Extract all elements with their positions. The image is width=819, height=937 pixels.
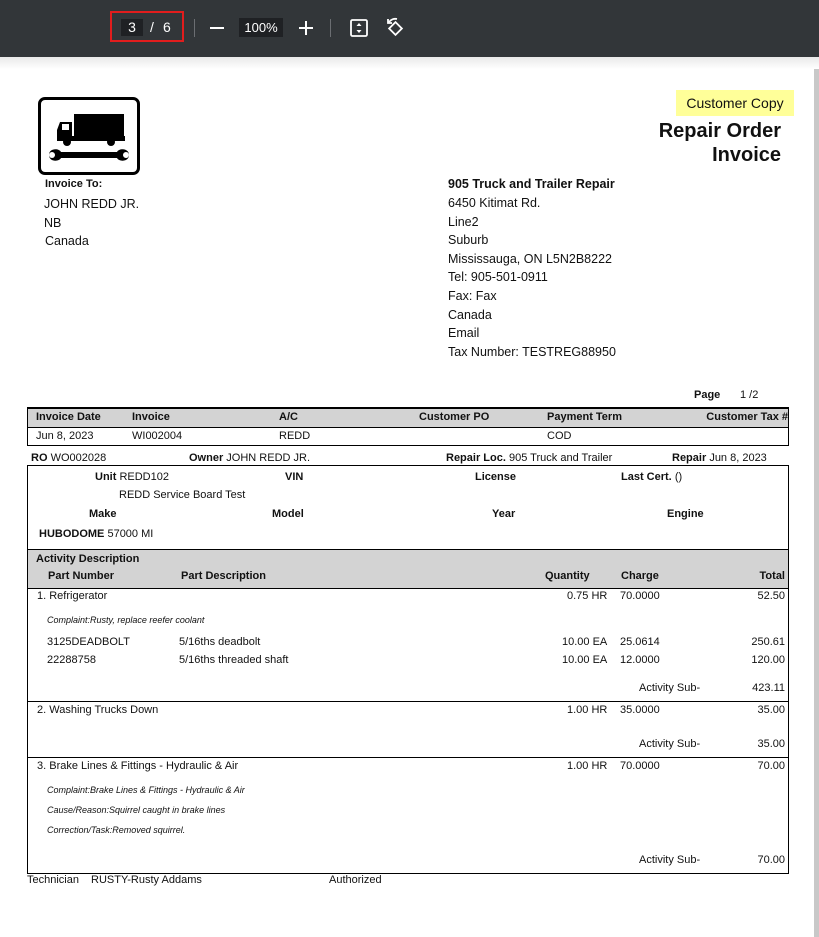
last-cert-label: Last Cert. — [621, 471, 672, 483]
part-qty: 10.00 EA — [562, 636, 608, 648]
unit-value: REDD102 — [119, 471, 169, 483]
truck-wrench-logo — [38, 97, 140, 175]
zoom-in-button[interactable] — [294, 16, 318, 40]
company-line: Mississauga, ON L5N2B8222 — [448, 252, 612, 266]
company-line: 6450 Kitimat Rd. — [448, 196, 541, 210]
toolbar-shadow — [0, 57, 819, 69]
quantity-header: Quantity — [545, 570, 590, 582]
page-separator: / — [150, 19, 154, 35]
part-number: 22288758 — [47, 654, 96, 666]
activity-sub-label: Activity Sub- — [639, 738, 701, 750]
fit-page-icon — [347, 16, 371, 40]
repair-value: Jun 8, 2023 — [709, 452, 767, 464]
toolbar-divider — [330, 19, 331, 37]
activity-note: Complaint:Brake Lines & Fittings - Hydraulic & Air — [47, 785, 245, 795]
repair-date-field — [672, 452, 767, 464]
hubodome-label: HUBODOME — [39, 528, 105, 540]
activity-note: Correction/Task:Removed squirrel. — [47, 825, 186, 835]
last-cert-value: () — [674, 471, 683, 483]
toolbar-divider — [194, 19, 195, 37]
year-label: Year — [492, 508, 516, 520]
hubodome-value: 57000 MI — [107, 528, 154, 540]
owner-value: JOHN REDD JR. — [226, 452, 311, 464]
invoice-date-value: Jun 8, 2023 — [36, 430, 94, 442]
activity-sub-label: Activity Sub- — [639, 854, 701, 866]
activity-charge: 70.0000 — [620, 590, 660, 602]
activity-total: 35.00 — [757, 704, 785, 716]
part-number-header: Part Number — [48, 570, 115, 582]
part-description-header: Part Description — [181, 570, 266, 582]
ro-field — [31, 452, 106, 464]
zoom-level-input[interactable]: 100% — [239, 18, 283, 37]
company-line: Tel: 905-501-0911 — [448, 270, 548, 284]
part-charge: 25.0614 — [620, 636, 660, 648]
total-pages: 6 — [163, 19, 171, 35]
payment-term-value: COD — [547, 430, 572, 442]
authorized-label: Authorized — [329, 874, 382, 886]
company-line: Canada — [448, 308, 492, 322]
zoom-out-button[interactable] — [205, 16, 229, 40]
activity-charge: 70.0000 — [620, 760, 660, 772]
activity-note: Complaint:Rusty, replace reefer coolant — [47, 615, 205, 625]
activity-sub-total: 35.00 — [757, 738, 785, 750]
divider — [27, 407, 28, 446]
repair-label: Repair — [672, 452, 707, 464]
activity-title: 3. Brake Lines & Fittings - Hydraulic & Air — [37, 760, 239, 772]
total-header: Total — [759, 570, 785, 582]
company-line: Fax: Fax — [448, 289, 497, 303]
unit-description: REDD Service Board Test — [119, 489, 246, 501]
activity-description-header: Activity Description — [36, 553, 140, 565]
col-customer-tax: Customer Tax # — [706, 411, 788, 423]
last-cert-field — [621, 471, 682, 483]
charge-header: Charge — [621, 570, 659, 582]
model-label: Model — [272, 508, 304, 520]
divider — [27, 445, 789, 446]
divider — [27, 407, 789, 409]
activity-qty: 0.75 HR — [567, 590, 608, 602]
activity-sub-label: Activity Sub- — [639, 682, 701, 694]
invoice-number-value: WI002004 — [132, 430, 183, 442]
bill-to-line: Canada — [45, 234, 89, 248]
technician-label: Technician — [27, 874, 79, 886]
col-invoice-date: Invoice Date — [36, 411, 101, 423]
truck-icon — [41, 100, 137, 172]
divider — [788, 465, 789, 874]
vin-label: VIN — [285, 471, 304, 483]
company-line: Line2 — [448, 215, 479, 229]
activity-total: 52.50 — [757, 590, 785, 602]
divider — [27, 465, 28, 874]
current-page-input[interactable]: 3 — [121, 19, 143, 36]
company-line: Tax Number: TESTREG88950 — [448, 345, 616, 359]
scrollbar[interactable] — [814, 69, 819, 937]
invoice-to-label: Invoice To: — [45, 178, 103, 190]
pdf-toolbar — [0, 0, 819, 57]
repair-loc-label: Repair Loc. — [446, 452, 506, 464]
title-line-1: Repair Order — [658, 120, 781, 142]
company-line: Email — [448, 326, 480, 340]
col-invoice: Invoice — [132, 411, 170, 423]
part-number: 3125DEADBOLT — [47, 636, 130, 648]
make-label: Make — [89, 508, 117, 520]
activity-header-band — [28, 550, 788, 588]
company-line: Suburb — [448, 233, 489, 247]
col-payment-term: Payment Term — [547, 411, 622, 423]
divider — [27, 757, 789, 758]
repair-loc-value: 905 Truck and Trailer — [508, 452, 613, 464]
technician-value: RUSTY-Rusty Addams — [91, 874, 202, 886]
col-customer-po: Customer PO — [419, 411, 490, 423]
page-selector[interactable] — [110, 11, 184, 42]
license-label: License — [475, 471, 516, 483]
activity-charge: 35.0000 — [620, 704, 660, 716]
company-name: 905 Truck and Trailer Repair — [448, 177, 615, 191]
owner-field — [189, 452, 310, 464]
part-description: 5/16ths deadbolt — [179, 636, 261, 648]
fit-to-page-button[interactable] — [347, 16, 371, 40]
unit-label: Unit — [95, 471, 117, 483]
ro-value: WO002028 — [50, 452, 107, 464]
title-line-2: Invoice — [712, 144, 781, 166]
engine-label: Engine — [667, 508, 704, 520]
activity-sub-total: 423.11 — [752, 682, 785, 694]
part-description: 5/16ths threaded shaft — [179, 654, 289, 666]
repair-loc-field — [446, 452, 612, 464]
unit-field — [95, 471, 169, 483]
part-charge: 12.0000 — [620, 654, 660, 666]
owner-label: Owner — [189, 452, 224, 464]
customer-copy-badge: Customer Copy — [676, 90, 794, 116]
rotate-button[interactable] — [383, 16, 407, 40]
hubodome-field — [39, 528, 153, 540]
bill-to-line: JOHN REDD JR. — [44, 197, 140, 211]
part-qty: 10.00 EA — [562, 654, 608, 666]
activity-sub-total: 70.00 — [757, 854, 785, 866]
divider — [27, 549, 789, 550]
activity-total: 70.00 — [757, 760, 785, 772]
activity-note: Cause/Reason:Squirrel caught in brake lines — [47, 805, 226, 815]
ac-value: REDD — [279, 430, 311, 442]
part-total: 120.00 — [751, 654, 785, 666]
page-label: Page — [694, 389, 721, 401]
divider — [788, 407, 789, 446]
col-ac: A/C — [279, 411, 298, 423]
divider — [27, 465, 789, 466]
page-title — [659, 119, 781, 167]
activity-title: 2. Washing Trucks Down — [37, 704, 159, 716]
ro-label: RO — [31, 452, 48, 464]
invoice-page — [0, 69, 812, 937]
divider — [27, 701, 789, 702]
divider — [27, 427, 789, 428]
activity-qty: 1.00 HR — [567, 760, 608, 772]
minus-icon — [205, 16, 229, 40]
bill-to-line: NB — [44, 216, 62, 230]
page-value: 1 /2 — [740, 389, 759, 401]
rotate-icon — [383, 16, 407, 40]
part-total: 250.61 — [751, 636, 785, 648]
plus-icon — [294, 16, 318, 40]
divider — [27, 588, 789, 589]
activity-title: 1. Refrigerator — [37, 590, 108, 602]
activity-qty: 1.00 HR — [567, 704, 608, 716]
